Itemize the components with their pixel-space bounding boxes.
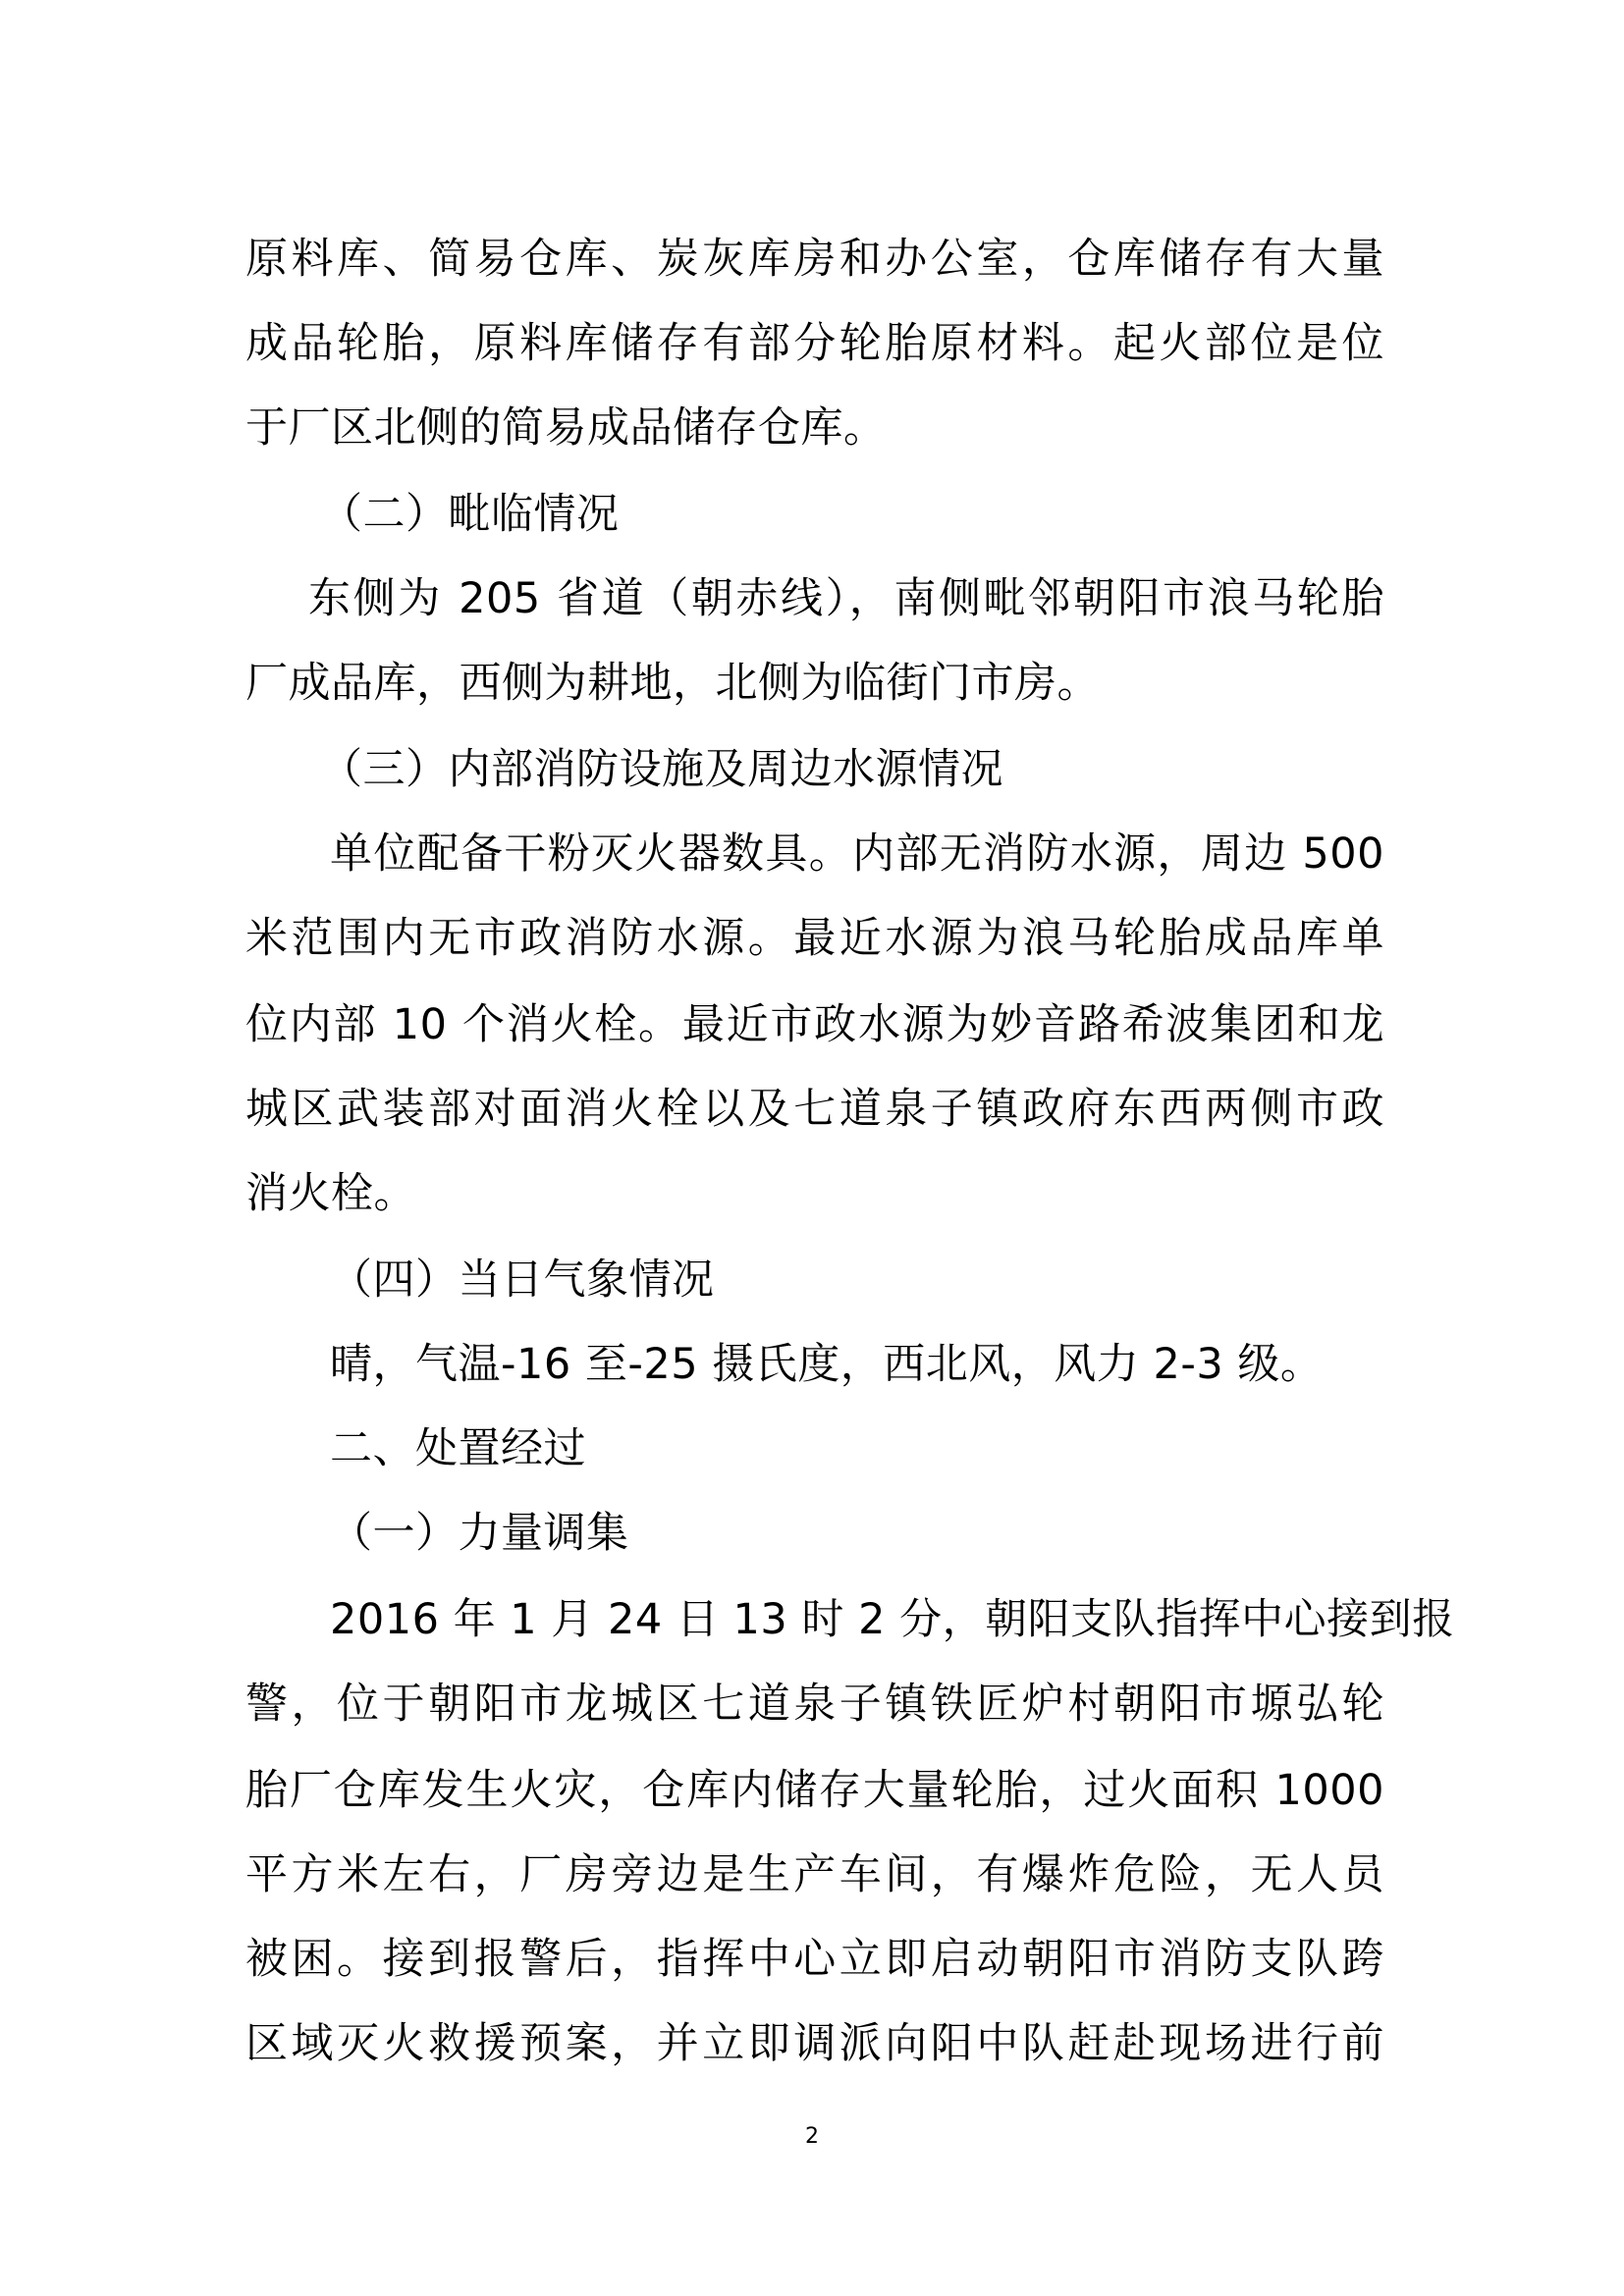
text-line: 东侧为 205 省道（朝赤线），南侧毗邻朝阳市浪马轮胎 xyxy=(308,574,1384,623)
text-line: 城区武装部对面消火栓以及七道泉子镇政府东西两侧市政 xyxy=(245,1085,1384,1134)
text-line: （三）内部消防设施及周边水源情况 xyxy=(320,745,1003,794)
text-line: （四）当日气象情况 xyxy=(330,1255,715,1305)
text-line: 警，位于朝阳市龙城区七道泉子镇铁匠炉村朝阳市塬弘轮 xyxy=(245,1680,1384,1729)
text-line: （二）毗临情况 xyxy=(320,490,620,539)
text-line: 成品轮胎，原料库储存有部分轮胎原材料。起火部位是位 xyxy=(245,319,1384,368)
text-line: 厂成品库，西侧为耕地，北侧为临街门市房。 xyxy=(245,659,1100,708)
text-line: （一）力量调集 xyxy=(330,1509,629,1558)
text-line: 米范围内无市政消防水源。最近水源为浪马轮胎成品库单 xyxy=(245,914,1384,963)
text-line: 于厂区北侧的简易成品储存仓库。 xyxy=(245,403,887,453)
text-line: 消火栓。 xyxy=(245,1169,416,1218)
text-line: 胎厂仓库发生火灾，仓库内储存大量轮胎，过火面积 1000 xyxy=(245,1766,1384,1815)
text-line: 平方米左右，厂房旁边是生产车间，有爆炸危险，无人员 xyxy=(245,1850,1384,1899)
text-line: 晴，气温-16 至-25 摄氏度，西北风，风力 2-3 级。 xyxy=(330,1340,1324,1389)
text-line: 单位配备干粉灭火器数具。内部无消防水源，周边 500 xyxy=(330,829,1384,879)
text-line: 二、处置经过 xyxy=(330,1424,586,1473)
text-line: 位内部 10 个消火栓。最近市政水源为妙音路希波集团和龙 xyxy=(245,1000,1384,1049)
page-number: 2 xyxy=(805,2124,819,2149)
text-line: 原料库、简易仓库、炭灰库房和办公室，仓库储存有大量 xyxy=(245,235,1384,284)
text-line: 区域灭火救援预案，并立即调派向阳中队赶赴现场进行前 xyxy=(245,2019,1384,2068)
text-line: 2016 年 1 月 24 日 13 时 2 分，朝阳支队指挥中心接到报 xyxy=(330,1595,1455,1644)
text-line: 被困。接到报警后，指挥中心立即启动朝阳市消防支队跨 xyxy=(245,1935,1384,1984)
